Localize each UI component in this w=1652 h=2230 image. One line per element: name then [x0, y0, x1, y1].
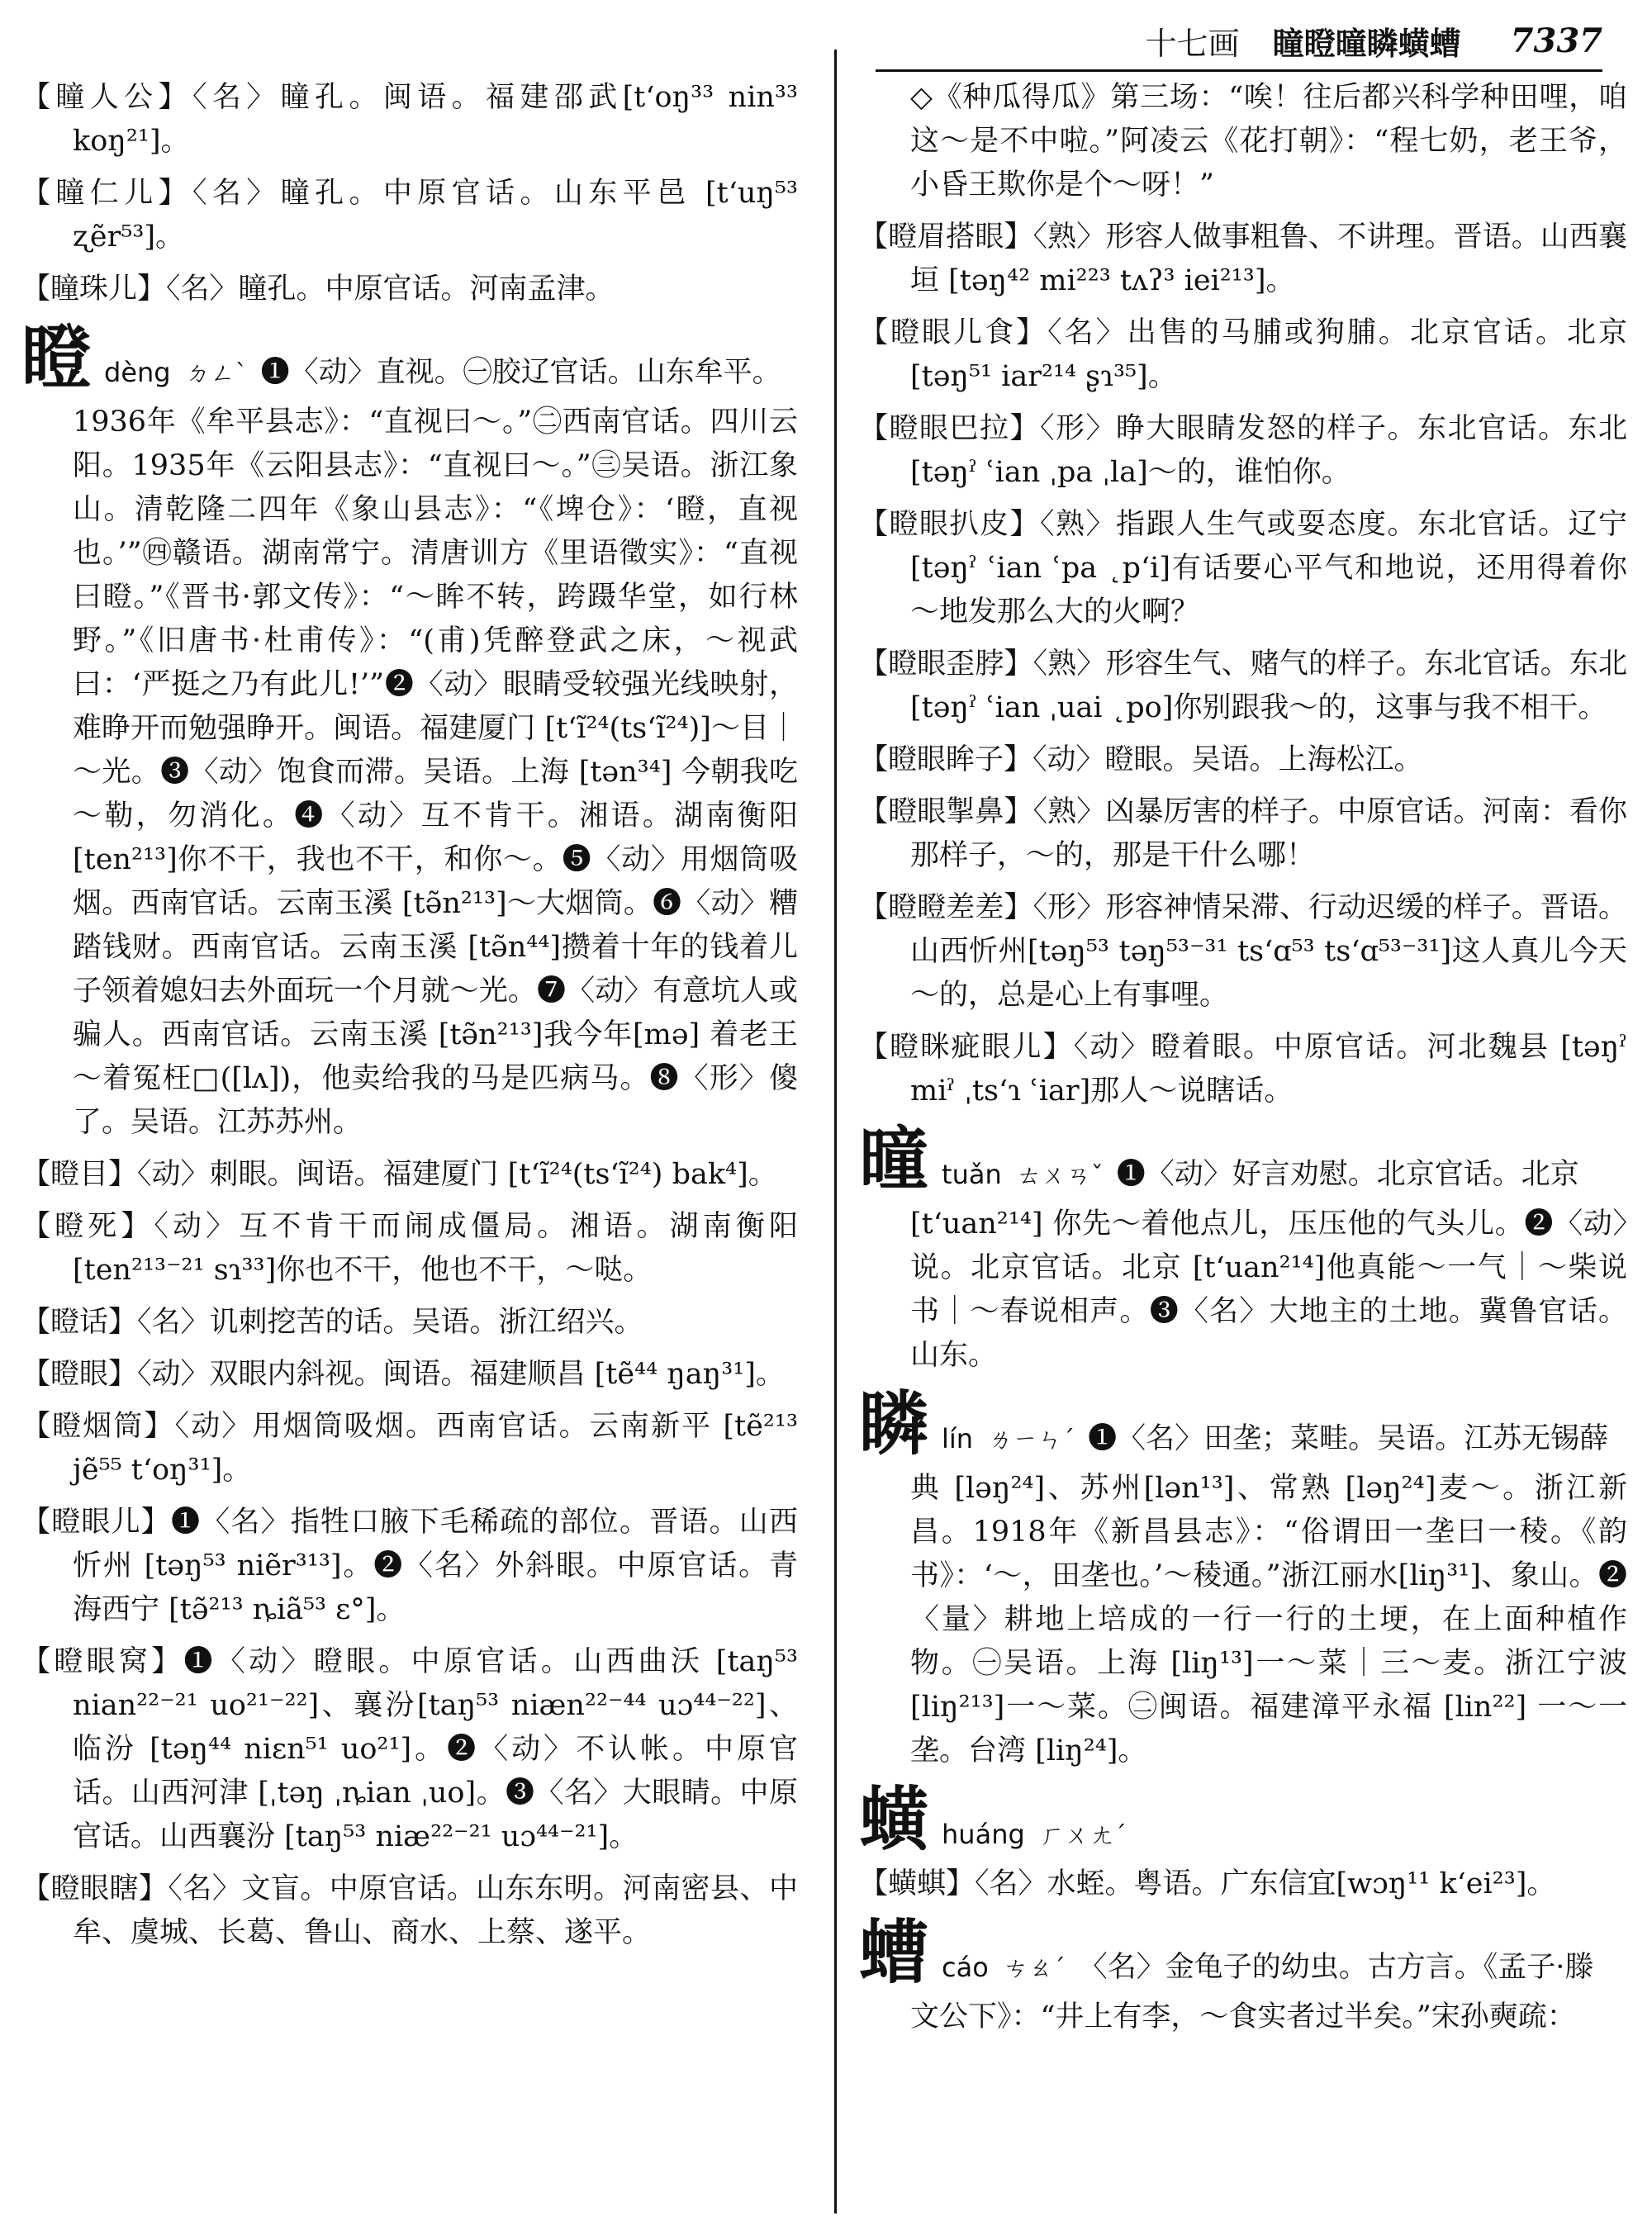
left-column: [21, 76, 798, 1963]
dictionary-entry: 【瞳人公】〈名〉瞳孔。闽语。福建邵武[tʻoŋ³³ nin³³ koŋ²¹]。: [21, 81, 798, 158]
dictionary-entry: 【蟥蜞】〈名〉水蛭。粤语。广东信宜[wɔŋ¹¹ kʻei²³]。: [859, 1867, 1556, 1900]
headword-zhuyin: ㄘㄠˊ: [1003, 1954, 1066, 1983]
dictionary-entry: 【瞪眼掣鼻】〈熟〉凶暴厉害的样子。中原官话。河南：看你那样子，～的，那是干什么哪！: [859, 795, 1627, 872]
headword-definition: ❶〈动〉直视。㊀胶辽官话。山东牟平。: [260, 356, 781, 389]
definition-text: 1936年《牟平县志》：“直视曰～。”㊁西南官话。四川云阳。1935年《云阳县志》：“直视曰～。”㊂吴语。浙江象山。清乾隆二四年《象山县志》：“《埤仓》：‘瞪，直视也。’”㊃赣语。湖南常宁。清唐训方《里语徵实》：“直视曰瞪。”《晋书·郭文传》：“～眸不转，跨蹑华堂，如行林野。”《旧唐书·杜甫传》：“(甫)凭醉登武之床，～视武曰：‘严挺之乃有此儿!’”❷〈动〉眼睛受较强光线映射，难睁开而勉强睁开。闽语。福建厦门 [tʻĩ²⁴(tsʻĩ²⁴)]～目｜～光。❸〈动〉饱食而滞。吴语。上海 [tən³⁴] 今朝我吃～勒，勿消化。❹〈动〉互不肯干。湘语。湖南衡阳[ten²¹³]你不干，我也不干，和你～。❺〈动〉用烟筒吸烟。西南官话。云南玉溪 [tə̃n²¹³]～大烟筒。❻〈动〉糟踏钱财。西南官话。云南玉溪 [tə̃n⁴⁴]攒着十年的钱着儿子领着媳妇去外面玩一个月就～光。❼〈动〉有意坑人或骗人。西南官话。云南玉溪 [tə̃n²¹³]我今年[mə] 着老王～着冤枉□([lʌ])，他卖给我的马是匹病马。❽〈形〉傻了。吴语。江苏苏州。: [73, 406, 798, 1139]
headword-block: [859, 1778, 1627, 1860]
dictionary-entry: 【瞪话】〈名〉讥刺挖苦的话。吴语。浙江绍兴。: [21, 1306, 643, 1339]
dictionary-entry: 【瞳珠儿】〈名〉瞳孔。中原官话。河南孟津。: [21, 273, 615, 306]
right-column: [859, 76, 1627, 2047]
dictionary-entry: 【瞪眼扒皮】〈熟〉指跟人生气或耍态度。东北官话。辽宁[təŋˀ ʿian ʿpa ˛pʻi]有话要心平气和地说，还用得着你～地发那么大的火啊？: [859, 508, 1627, 629]
definition-text: 典 [ləŋ²⁴]、苏州[lən¹³]、常熟 [ləŋ²⁴]麦～。浙江新昌。1918年《新昌县志》：“俗谓田一垄曰一稜。《韵书》：‘～，田垄也。’～稜通。”浙江丽水[liŋ³¹]、象山。❷〈量〉耕地上培成的一行一行的土埂，在上面种植作物。㊀吴语。上海 [liŋ¹³]一～菜｜三～麦。浙江宁波[liŋ²¹³]一～菜。㊁闽语。福建漳平永福 [lin²²] 一～一垄。台湾 [liŋ²⁴]。: [910, 1472, 1627, 1767]
headword-definition: ❶〈名〉田垄；菜畦。吴语。江苏无锡薛: [1088, 1422, 1609, 1455]
dictionary-entry: 【瞪死】〈动〉互不肯干而闹成僵局。湘语。湖南衡阳 [ten²¹³⁻²¹ sɿ³³]你也不干，他也不干，～哒。: [21, 1210, 798, 1287]
headword-character: 螬: [859, 1911, 929, 1993]
dictionary-entry: 【瞪眼窝】❶〈动〉瞪眼。中原官话。山西曲沃 [taŋ⁵³ nian²²⁻²¹ uo²¹⁻²²]、襄汾[taŋ⁵³ niæn²²⁻⁴⁴ uɔ⁴⁴⁻²²]、临汾 [təŋ⁴⁴ niɛn⁵¹ uo²¹]。❷〈动〉不认帐。中原官话。山西河津 [ˌtəŋ ˌȵian ˌuo]。❸〈名〉大眼睛。中原官话。山西襄汾 [taŋ⁵³ niæ²²⁻²¹ uɔ⁴⁴⁻²¹]。: [21, 1645, 798, 1853]
header-section: 十七画: [1145, 25, 1240, 62]
headword-block: [859, 1911, 1627, 1993]
dictionary-entry: 【瞪眉搭眼】〈熟〉形容人做事粗鲁、不讲理。晋语。山西襄垣 [təŋ⁴² mi²²³ tʌʔ³ iei²¹³]。: [859, 221, 1627, 297]
dictionary-entry: 【瞪瞪差差】〈形〉形容神情呆滞、行动迟缓的样子。晋语。山西忻州[təŋ⁵³ təŋ⁵³⁻³¹ tsʻɑ⁵³ tsʻɑ⁵³⁻³¹]这人真儿今天～的，总是心上有事哩。: [859, 891, 1627, 1012]
headword-definition: 〈名〉金龟子的幼虫。古方言。《孟子·滕: [1078, 1951, 1594, 1984]
headword-character: 瞵: [859, 1383, 929, 1464]
headword-character: 瞪: [21, 316, 92, 398]
headword-definition: ❶〈动〉好言劝慰。北京官话。北京: [1116, 1158, 1579, 1191]
dictionary-entry: 【瞪眼儿食】〈名〉出售的马脯或狗脯。北京官话。北京[təŋ⁵¹ iar²¹⁴ ʂɿ³⁵]。: [859, 316, 1627, 393]
dictionary-entry: 【瞪眼眸子】〈动〉瞪眼。吴语。上海松江。: [859, 743, 1423, 776]
headword-pinyin: lín: [942, 1423, 974, 1454]
dictionary-entry: 【瞳仁儿】〈名〉瞳孔。中原官话。山东平邑 [tʻuŋ⁵³ ʐẽr⁵³]。: [21, 177, 798, 254]
column-divider: [834, 50, 837, 2213]
header-characters: 瞳瞪曈瞵蟥螬: [1272, 24, 1461, 62]
headword-block: [21, 316, 798, 398]
dictionary-entry: 【瞪眼歪脖】〈熟〉形容生气、赌气的样子。东北官话。东北[təŋˀ ʿian ˌuai ˛po]你别跟我～的，这事与我不相干。: [859, 648, 1627, 724]
dictionary-entry: 【瞪眯疵眼儿】〈动〉瞪着眼。中原官话。河北魏县 [təŋˀ miˀ ˌtsʻɿ ʿiar]那人～说瞎话。: [859, 1031, 1627, 1108]
dictionary-entry: 【瞪目】〈动〉刺眼。闽语。福建厦门 [tʻĩ²⁴(tsʻĩ²⁴) bak⁴]。: [21, 1158, 777, 1191]
continued-text: ◇《种瓜得瓜》第三场：“唉！往后都兴科学种田哩，咱这～是不中啦。”阿凌云《花打朝》：“程七奶，老王爷，小昏王欺你是个～呀！”: [910, 81, 1627, 202]
headword-zhuyin: ㄏㄨㄤˊ: [1039, 1821, 1127, 1850]
headword-block: [859, 1383, 1627, 1464]
dictionary-entry: 【瞪眼巴拉】〈形〉睁大眼睛发怒的样子。东北官话。东北 [təŋˀ ʿian ˌpa ˌla]～的，谁怕你。: [859, 412, 1627, 489]
dictionary-entry: 【瞪眼儿】❶〈名〉指牲口腋下毛稀疏的部位。晋语。山西忻州 [təŋ⁵³ niẽr³¹³]。❷〈名〉外斜眼。中原官话。青海西宁 [tə̃²¹³ ȵiã⁵³ ɛ°]。: [21, 1506, 798, 1626]
headword-block: [859, 1118, 1627, 1200]
headword-zhuyin: ㄊㄨㄢˇ: [1016, 1161, 1104, 1190]
headword-pinyin: tuǎn: [942, 1159, 1002, 1190]
headword-pinyin: huáng: [942, 1819, 1025, 1850]
dictionary-entry: 【瞪烟筒】〈动〉用烟筒吸烟。西南官话。云南新平 [tẽ²¹³ jẽ⁵⁵ tʻoŋ³¹]。: [21, 1410, 798, 1487]
definition-text: 文公下》：“井上有李，～食实者过半矣。”宋孙奭疏：: [910, 2000, 1576, 2033]
headword-pinyin: dèng: [104, 357, 171, 388]
dictionary-entry: 【瞪眼】〈动〉双眼内斜视。闽语。福建顺昌 [tẽ⁴⁴ ŋaŋ³¹]。: [21, 1358, 785, 1391]
dictionary-entry: 【瞪眼瞎】〈名〉文盲。中原官话。山东东明。河南密县、中牟、虞城、长葛、鲁山、商水、上蔡、遂平。: [21, 1872, 798, 1949]
headword-zhuyin: ㄉㄥˋ: [185, 359, 248, 388]
definition-text: [tʻuan²¹⁴] 你先～着他点儿，压压他的气头儿。❷〈动〉说。北京官话。北京 [tʻuan²¹⁴]他真能～一气｜～柴说书｜～春说相声。❸〈名〉大地主的土地。冀鲁官话。山东。: [910, 1208, 1627, 1372]
page-number: 7337: [1510, 21, 1602, 60]
headword-pinyin: cáo: [942, 1952, 989, 1983]
headword-character: 蟥: [859, 1778, 929, 1860]
running-header: [876, 12, 1602, 72]
headword-zhuyin: ㄌㄧㄣˊ: [988, 1426, 1075, 1454]
headword-character: 曈: [859, 1118, 929, 1200]
